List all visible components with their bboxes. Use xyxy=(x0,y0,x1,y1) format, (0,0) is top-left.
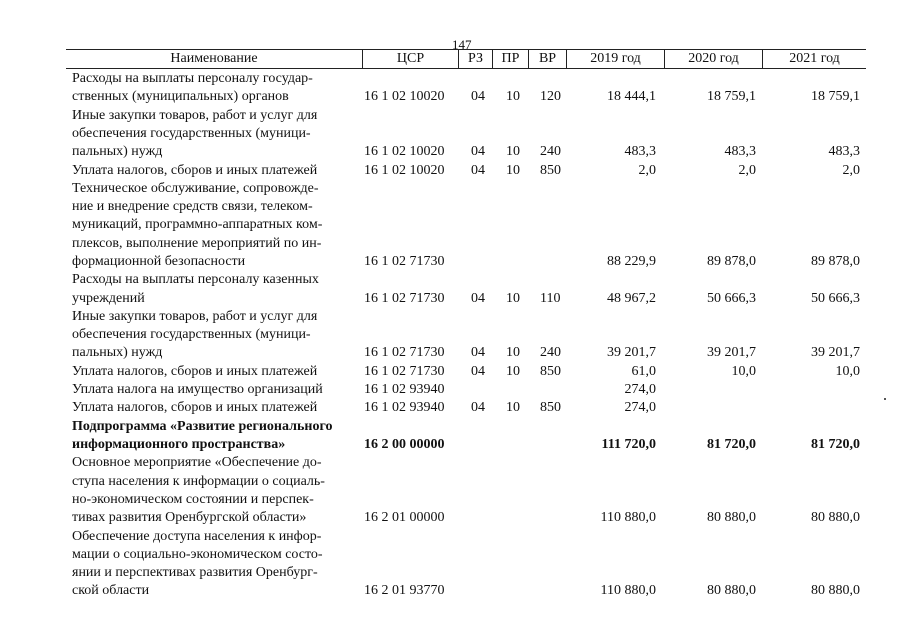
row-name-line: учреждений xyxy=(72,290,145,306)
cell-y2020: 39 201,7 xyxy=(707,345,756,361)
table-row xyxy=(66,381,866,399)
cell-vr: 240 xyxy=(540,144,561,160)
row-name-line: ской области xyxy=(72,583,150,599)
cell-y2021: 80 880,0 xyxy=(811,583,860,599)
cell-csr: 16 1 02 93940 xyxy=(364,382,445,398)
stray-mark xyxy=(884,398,886,400)
row-name-line: Расходы на выплаты персоналу государ- xyxy=(72,71,313,86)
row-name-line: Основное мероприятие «Обеспечение до- xyxy=(72,455,322,471)
row-name-line: тивах развития Оренбургской области» xyxy=(72,510,307,526)
table-row xyxy=(66,418,866,455)
table-row xyxy=(66,70,866,107)
cell-y2019: 61,0 xyxy=(631,363,656,379)
row-name-line: Уплата налогов, сборов и иных платежей xyxy=(72,162,318,178)
header-2021: 2021 год xyxy=(762,50,866,68)
cell-y2019: 18 444,1 xyxy=(607,89,656,105)
cell-y2021: 89 878,0 xyxy=(811,253,860,269)
cell-y2019: 111 720,0 xyxy=(601,436,656,452)
row-name-line: Расходы на выплаты персоналу казенных xyxy=(72,272,319,288)
cell-y2021: 10,0 xyxy=(835,363,860,379)
cell-csr: 16 2 01 93770 xyxy=(364,583,445,599)
table-row xyxy=(66,363,866,381)
row-name-line: обеспечения государственных (муници- xyxy=(72,125,311,141)
row-name-line: мации о социально-экономическом состо- xyxy=(72,546,323,562)
cell-y2020: 89 878,0 xyxy=(707,253,756,269)
cell-y2021: 483,3 xyxy=(828,144,860,160)
header-vr: ВР xyxy=(528,50,566,68)
row-name-line: Уплата налогов, сборов и иных платежей xyxy=(72,400,318,416)
cell-csr: 16 1 02 10020 xyxy=(364,144,445,160)
cell-pr: 10 xyxy=(506,89,520,105)
cell-rz: 04 xyxy=(471,363,485,379)
cell-y2019: 88 229,9 xyxy=(607,253,656,269)
table-row xyxy=(66,180,866,272)
cell-rz: 04 xyxy=(471,162,485,178)
cell-y2021: 18 759,1 xyxy=(811,89,860,105)
row-name xyxy=(72,107,347,162)
page-number: 147 xyxy=(452,37,472,52)
cell-vr: 850 xyxy=(540,363,561,379)
cell-pr: 10 xyxy=(506,144,520,160)
cell-csr: 16 1 02 10020 xyxy=(364,162,445,178)
header-pr: ПР xyxy=(492,50,528,68)
cell-csr: 16 1 02 10020 xyxy=(364,89,445,105)
cell-y2019: 274,0 xyxy=(624,400,656,416)
row-name xyxy=(72,454,347,527)
cell-rz: 04 xyxy=(471,290,485,306)
cell-y2019: 39 201,7 xyxy=(607,345,656,361)
cell-csr: 16 1 02 71730 xyxy=(364,345,445,361)
table-row xyxy=(66,271,866,308)
cell-vr: 120 xyxy=(540,89,561,105)
row-name-line: Подпрограмма «Развитие регионального xyxy=(72,418,333,434)
row-name-line: ственных (муниципальных) органов xyxy=(72,89,289,105)
row-name-line: формационной безопасности xyxy=(72,253,246,269)
table-row xyxy=(66,107,866,162)
row-name-line: Уплата налогов, сборов и иных платежей xyxy=(72,363,318,379)
row-name-line: пальных) нужд xyxy=(72,345,163,361)
cell-y2021: 81 720,0 xyxy=(811,436,860,452)
cell-vr: 850 xyxy=(540,162,561,178)
row-name-line: янии и перспективах развития Оренбург- xyxy=(72,565,318,581)
table-row xyxy=(66,399,866,417)
cell-y2020: 80 880,0 xyxy=(707,583,756,599)
cell-y2020: 10,0 xyxy=(731,363,756,379)
table-row xyxy=(66,454,866,527)
row-name xyxy=(72,271,347,308)
cell-y2019: 274,0 xyxy=(624,382,656,398)
cell-y2021: 39 201,7 xyxy=(811,345,860,361)
cell-y2019: 483,3 xyxy=(624,144,656,160)
row-name-line: Уплата налога на имущество организаций xyxy=(72,382,323,398)
row-name-line: муникаций, программно-аппаратных ком- xyxy=(72,217,323,233)
row-name-line: Иные закупки товаров, работ и услуг для xyxy=(72,308,318,324)
row-name-line: Иные закупки товаров, работ и услуг для xyxy=(72,107,318,123)
cell-y2020: 483,3 xyxy=(724,144,756,160)
cell-y2020: 18 759,1 xyxy=(707,89,756,105)
cell-y2019: 110 880,0 xyxy=(600,510,656,526)
cell-y2020: 2,0 xyxy=(738,162,756,178)
table-row xyxy=(66,528,866,601)
cell-csr: 16 2 01 00000 xyxy=(364,510,445,526)
cell-rz: 04 xyxy=(471,345,485,361)
cell-vr: 850 xyxy=(540,400,561,416)
row-name xyxy=(72,381,347,399)
table-header xyxy=(66,49,866,69)
table-row xyxy=(66,162,866,180)
row-name xyxy=(72,308,347,363)
cell-rz: 04 xyxy=(471,89,485,105)
cell-csr: 16 1 02 71730 xyxy=(364,290,445,306)
row-name xyxy=(72,399,347,417)
row-name xyxy=(72,162,347,180)
cell-csr: 16 1 02 93940 xyxy=(364,400,445,416)
row-name-line: Обеспечение доступа населения к инфор- xyxy=(72,528,322,544)
row-name-line: но-экономическом состоянии и перспек- xyxy=(72,491,314,507)
cell-vr: 110 xyxy=(540,290,561,306)
row-name-line: информационного пространства» xyxy=(72,436,286,452)
row-name-line: ние и внедрение средств связи, телеком- xyxy=(72,199,313,215)
header-rz: РЗ xyxy=(458,50,492,68)
cell-rz: 04 xyxy=(471,144,485,160)
cell-y2019: 110 880,0 xyxy=(600,583,656,599)
cell-rz: 04 xyxy=(471,400,485,416)
cell-pr: 10 xyxy=(506,162,520,178)
cell-y2019: 2,0 xyxy=(638,162,656,178)
cell-pr: 10 xyxy=(506,400,520,416)
row-name xyxy=(72,528,347,601)
cell-pr: 10 xyxy=(506,363,520,379)
cell-csr: 16 2 00 00000 xyxy=(364,436,445,452)
cell-pr: 10 xyxy=(506,345,520,361)
cell-y2020: 50 666,3 xyxy=(707,290,756,306)
row-name-line: обеспечения государственных (муници- xyxy=(72,327,311,343)
header-2019: 2019 год xyxy=(566,50,664,68)
header-csr: ЦСР xyxy=(362,50,458,68)
row-name-line: ступа населения к информации о социаль- xyxy=(72,473,325,489)
header-2020: 2020 год xyxy=(664,50,762,68)
cell-y2021: 50 666,3 xyxy=(811,290,860,306)
cell-pr: 10 xyxy=(506,290,520,306)
row-name-line: Техническое обслуживание, сопровожде- xyxy=(72,180,319,196)
cell-y2020: 81 720,0 xyxy=(707,436,756,452)
cell-y2020: 80 880,0 xyxy=(707,510,756,526)
cell-y2019: 48 967,2 xyxy=(607,290,656,306)
cell-vr: 240 xyxy=(540,345,561,361)
row-name xyxy=(72,418,347,455)
row-name xyxy=(72,70,347,107)
row-name xyxy=(72,363,347,381)
header-name: Наименование xyxy=(170,51,258,66)
cell-y2021: 80 880,0 xyxy=(811,510,860,526)
cell-csr: 16 1 02 71730 xyxy=(364,363,445,379)
row-name-line: пальных) нужд xyxy=(72,144,163,160)
cell-y2021: 2,0 xyxy=(842,162,860,178)
table-row xyxy=(66,308,866,363)
row-name xyxy=(72,180,347,271)
cell-csr: 16 1 02 71730 xyxy=(364,253,445,269)
row-name-line: плексов, выполнение мероприятий по ин- xyxy=(72,235,322,251)
